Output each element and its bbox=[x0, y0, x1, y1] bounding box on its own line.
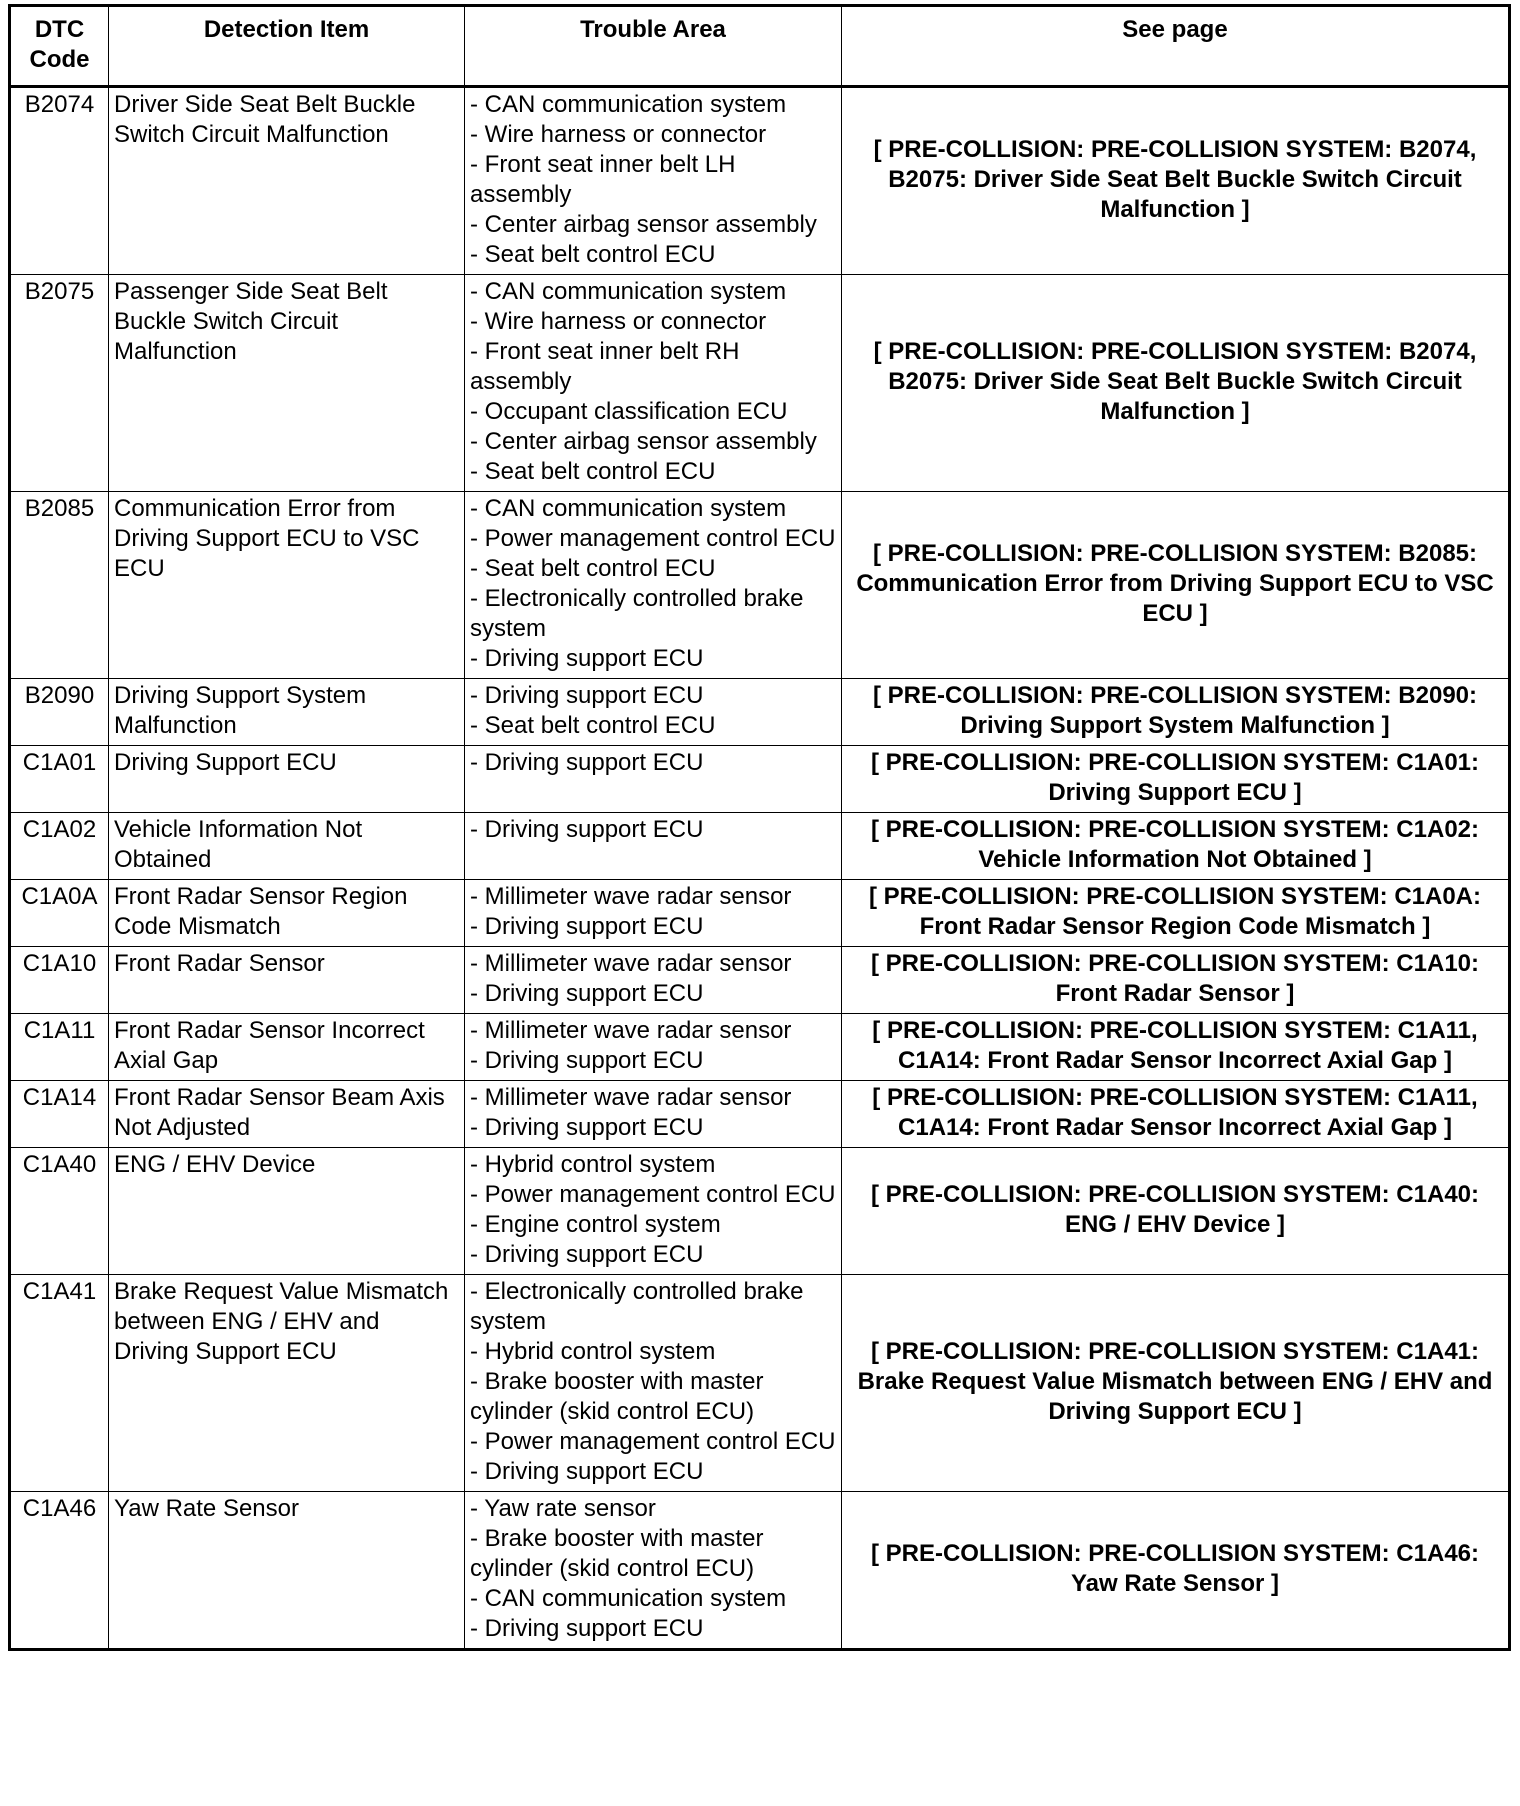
see-page-cell: [ PRE-COLLISION: PRE-COLLISION SYSTEM: C1A0A: Front Radar Sensor Region Code Mismatch ] bbox=[842, 880, 1510, 947]
trouble-area-line: - Driving support ECU bbox=[470, 749, 704, 776]
table-row bbox=[10, 275, 1510, 492]
detection-item-cell: Front Radar Sensor Incorrect Axial Gap bbox=[109, 1014, 465, 1081]
see-page-cell: [ PRE-COLLISION: PRE-COLLISION SYSTEM: C1A02: Vehicle Information Not Obtained ] bbox=[842, 813, 1510, 880]
trouble-area-line: - Driving support ECU bbox=[470, 682, 704, 709]
dtc-code-cell: C1A10 bbox=[10, 947, 109, 1014]
trouble-area-line: - Brake booster with master cylinder (skid control ECU) bbox=[470, 1525, 764, 1582]
trouble-area-cell bbox=[465, 1148, 842, 1275]
detection-item-cell: Yaw Rate Sensor bbox=[109, 1492, 465, 1650]
trouble-area-cell bbox=[465, 947, 842, 1014]
trouble-area-line: - Center airbag sensor assembly bbox=[470, 428, 817, 455]
trouble-area-cell bbox=[465, 813, 842, 880]
see-page-cell: [ PRE-COLLISION: PRE-COLLISION SYSTEM: C1A46: Yaw Rate Sensor ] bbox=[842, 1492, 1510, 1650]
dtc-code-cell: C1A40 bbox=[10, 1148, 109, 1275]
dtc-code-cell: B2085 bbox=[10, 492, 109, 679]
see-page-cell: [ PRE-COLLISION: PRE-COLLISION SYSTEM: C1A11, C1A14: Front Radar Sensor Incorrect Axial Gap ] bbox=[842, 1014, 1510, 1081]
see-page-cell: [ PRE-COLLISION: PRE-COLLISION SYSTEM: C1A01: Driving Support ECU ] bbox=[842, 746, 1510, 813]
dtc-code-cell: C1A46 bbox=[10, 1492, 109, 1650]
trouble-area-line: - Driving support ECU bbox=[470, 913, 704, 940]
table-row bbox=[10, 947, 1510, 1014]
trouble-area-line: - Wire harness or connector bbox=[470, 121, 767, 148]
trouble-area-line: - Power management control ECU bbox=[470, 1428, 836, 1455]
detection-item-cell: Front Radar Sensor Region Code Mismatch bbox=[109, 880, 465, 947]
trouble-area-line: - Center airbag sensor assembly bbox=[470, 211, 817, 238]
trouble-area-line: - Millimeter wave radar sensor bbox=[470, 883, 792, 910]
trouble-area-line: - Seat belt control ECU bbox=[470, 712, 716, 739]
trouble-area-cell bbox=[465, 492, 842, 679]
table-row bbox=[10, 87, 1510, 275]
trouble-area-line: - Hybrid control system bbox=[470, 1338, 716, 1365]
trouble-area-cell bbox=[465, 1081, 842, 1148]
table-row bbox=[10, 813, 1510, 880]
dtc-code-cell: C1A02 bbox=[10, 813, 109, 880]
trouble-area-line: - Driving support ECU bbox=[470, 1458, 704, 1485]
see-page-cell: [ PRE-COLLISION: PRE-COLLISION SYSTEM: B2074, B2075: Driver Side Seat Belt Buckle Switch Circuit Malfunction ] bbox=[842, 275, 1510, 492]
detection-item-cell: Communication Error from Driving Support ECU to VSC ECU bbox=[109, 492, 465, 679]
trouble-area-cell bbox=[465, 87, 842, 275]
see-page-cell: [ PRE-COLLISION: PRE-COLLISION SYSTEM: C1A10: Front Radar Sensor ] bbox=[842, 947, 1510, 1014]
table-row bbox=[10, 492, 1510, 679]
dtc-table bbox=[8, 4, 1511, 1651]
trouble-area-line: - Seat belt control ECU bbox=[470, 241, 716, 268]
detection-item-cell: Passenger Side Seat Belt Buckle Switch Circuit Malfunction bbox=[109, 275, 465, 492]
trouble-area-line: - Driving support ECU bbox=[470, 1241, 704, 1268]
trouble-area-cell bbox=[465, 1014, 842, 1081]
dtc-code-cell: C1A14 bbox=[10, 1081, 109, 1148]
detection-item-cell: Brake Request Value Mismatch between ENG / EHV and Driving Support ECU bbox=[109, 1275, 465, 1492]
dtc-code-cell: B2090 bbox=[10, 679, 109, 746]
table-row bbox=[10, 1492, 1510, 1650]
detection-item-cell: Driver Side Seat Belt Buckle Switch Circuit Malfunction bbox=[109, 87, 465, 275]
trouble-area-line: - Driving support ECU bbox=[470, 1047, 704, 1074]
trouble-area-line: - Hybrid control system bbox=[470, 1151, 716, 1178]
see-page-cell: [ PRE-COLLISION: PRE-COLLISION SYSTEM: C1A41: Brake Request Value Mismatch between ENG / EHV and Driving Support ECU ] bbox=[842, 1275, 1510, 1492]
table-row bbox=[10, 1014, 1510, 1081]
dtc-code-cell: B2075 bbox=[10, 275, 109, 492]
see-page-cell: [ PRE-COLLISION: PRE-COLLISION SYSTEM: C1A11, C1A14: Front Radar Sensor Incorrect Axial Gap ] bbox=[842, 1081, 1510, 1148]
table-row bbox=[10, 880, 1510, 947]
detection-item-cell: Front Radar Sensor bbox=[109, 947, 465, 1014]
table-row bbox=[10, 679, 1510, 746]
trouble-area-line: - Front seat inner belt LH assembly bbox=[470, 151, 736, 208]
header-detection-item: Detection Item bbox=[109, 6, 465, 87]
trouble-area-line: - Electronically controlled brake system bbox=[470, 585, 804, 642]
trouble-area-line: - Driving support ECU bbox=[470, 816, 704, 843]
dtc-code-cell: C1A11 bbox=[10, 1014, 109, 1081]
trouble-area-cell bbox=[465, 746, 842, 813]
trouble-area-line: - CAN communication system bbox=[470, 91, 787, 118]
trouble-area-line: - Seat belt control ECU bbox=[470, 555, 716, 582]
trouble-area-line: - Millimeter wave radar sensor bbox=[470, 1017, 792, 1044]
dtc-code-cell: C1A41 bbox=[10, 1275, 109, 1492]
trouble-area-line: - Seat belt control ECU bbox=[470, 458, 716, 485]
dtc-code-cell: C1A01 bbox=[10, 746, 109, 813]
trouble-area-line: - Yaw rate sensor bbox=[470, 1495, 656, 1522]
trouble-area-cell bbox=[465, 880, 842, 947]
trouble-area-line: - Driving support ECU bbox=[470, 1114, 704, 1141]
trouble-area-line: - Power management control ECU bbox=[470, 1181, 836, 1208]
header-see-page: See page bbox=[842, 6, 1510, 87]
trouble-area-line: - Millimeter wave radar sensor bbox=[470, 950, 792, 977]
detection-item-cell: Driving Support System Malfunction bbox=[109, 679, 465, 746]
table-row bbox=[10, 1275, 1510, 1492]
header-trouble-area: Trouble Area bbox=[465, 6, 842, 87]
table-row bbox=[10, 1148, 1510, 1275]
trouble-area-line: - CAN communication system bbox=[470, 495, 787, 522]
trouble-area-cell bbox=[465, 679, 842, 746]
see-page-cell: [ PRE-COLLISION: PRE-COLLISION SYSTEM: B2090: Driving Support System Malfunction ] bbox=[842, 679, 1510, 746]
trouble-area-line: - Electronically controlled brake system bbox=[470, 1278, 804, 1335]
trouble-area-line: - Power management control ECU bbox=[470, 525, 836, 552]
trouble-area-line: - Millimeter wave radar sensor bbox=[470, 1084, 792, 1111]
see-page-cell: [ PRE-COLLISION: PRE-COLLISION SYSTEM: C1A40: ENG / EHV Device ] bbox=[842, 1148, 1510, 1275]
table-header bbox=[10, 6, 1510, 87]
trouble-area-line: - Driving support ECU bbox=[470, 980, 704, 1007]
trouble-area-line: - Engine control system bbox=[470, 1211, 721, 1238]
trouble-area-line: - CAN communication system bbox=[470, 278, 787, 305]
table-row bbox=[10, 1081, 1510, 1148]
trouble-area-line: - CAN communication system bbox=[470, 1585, 787, 1612]
header-dtc-code: DTC Code bbox=[10, 6, 109, 87]
dtc-code-cell: C1A0A bbox=[10, 880, 109, 947]
detection-item-cell: ENG / EHV Device bbox=[109, 1148, 465, 1275]
trouble-area-line: - Front seat inner belt RH assembly bbox=[470, 338, 740, 395]
trouble-area-line: - Occupant classification ECU bbox=[470, 398, 788, 425]
trouble-area-cell bbox=[465, 1275, 842, 1492]
table-body bbox=[10, 87, 1510, 1650]
trouble-area-line: - Wire harness or connector bbox=[470, 308, 767, 335]
detection-item-cell: Driving Support ECU bbox=[109, 746, 465, 813]
trouble-area-line: - Brake booster with master cylinder (skid control ECU) bbox=[470, 1368, 764, 1425]
trouble-area-line: - Driving support ECU bbox=[470, 645, 704, 672]
detection-item-cell: Vehicle Information Not Obtained bbox=[109, 813, 465, 880]
trouble-area-line: - Driving support ECU bbox=[470, 1615, 704, 1642]
header-row bbox=[10, 6, 1510, 87]
detection-item-cell: Front Radar Sensor Beam Axis Not Adjusted bbox=[109, 1081, 465, 1148]
see-page-cell: [ PRE-COLLISION: PRE-COLLISION SYSTEM: B2074, B2075: Driver Side Seat Belt Buckle Switch Circuit Malfunction ] bbox=[842, 87, 1510, 275]
trouble-area-cell bbox=[465, 275, 842, 492]
see-page-cell: [ PRE-COLLISION: PRE-COLLISION SYSTEM: B2085: Communication Error from Driving Support ECU to VSC ECU ] bbox=[842, 492, 1510, 679]
table-row bbox=[10, 746, 1510, 813]
dtc-code-cell: B2074 bbox=[10, 87, 109, 275]
trouble-area-cell bbox=[465, 1492, 842, 1650]
